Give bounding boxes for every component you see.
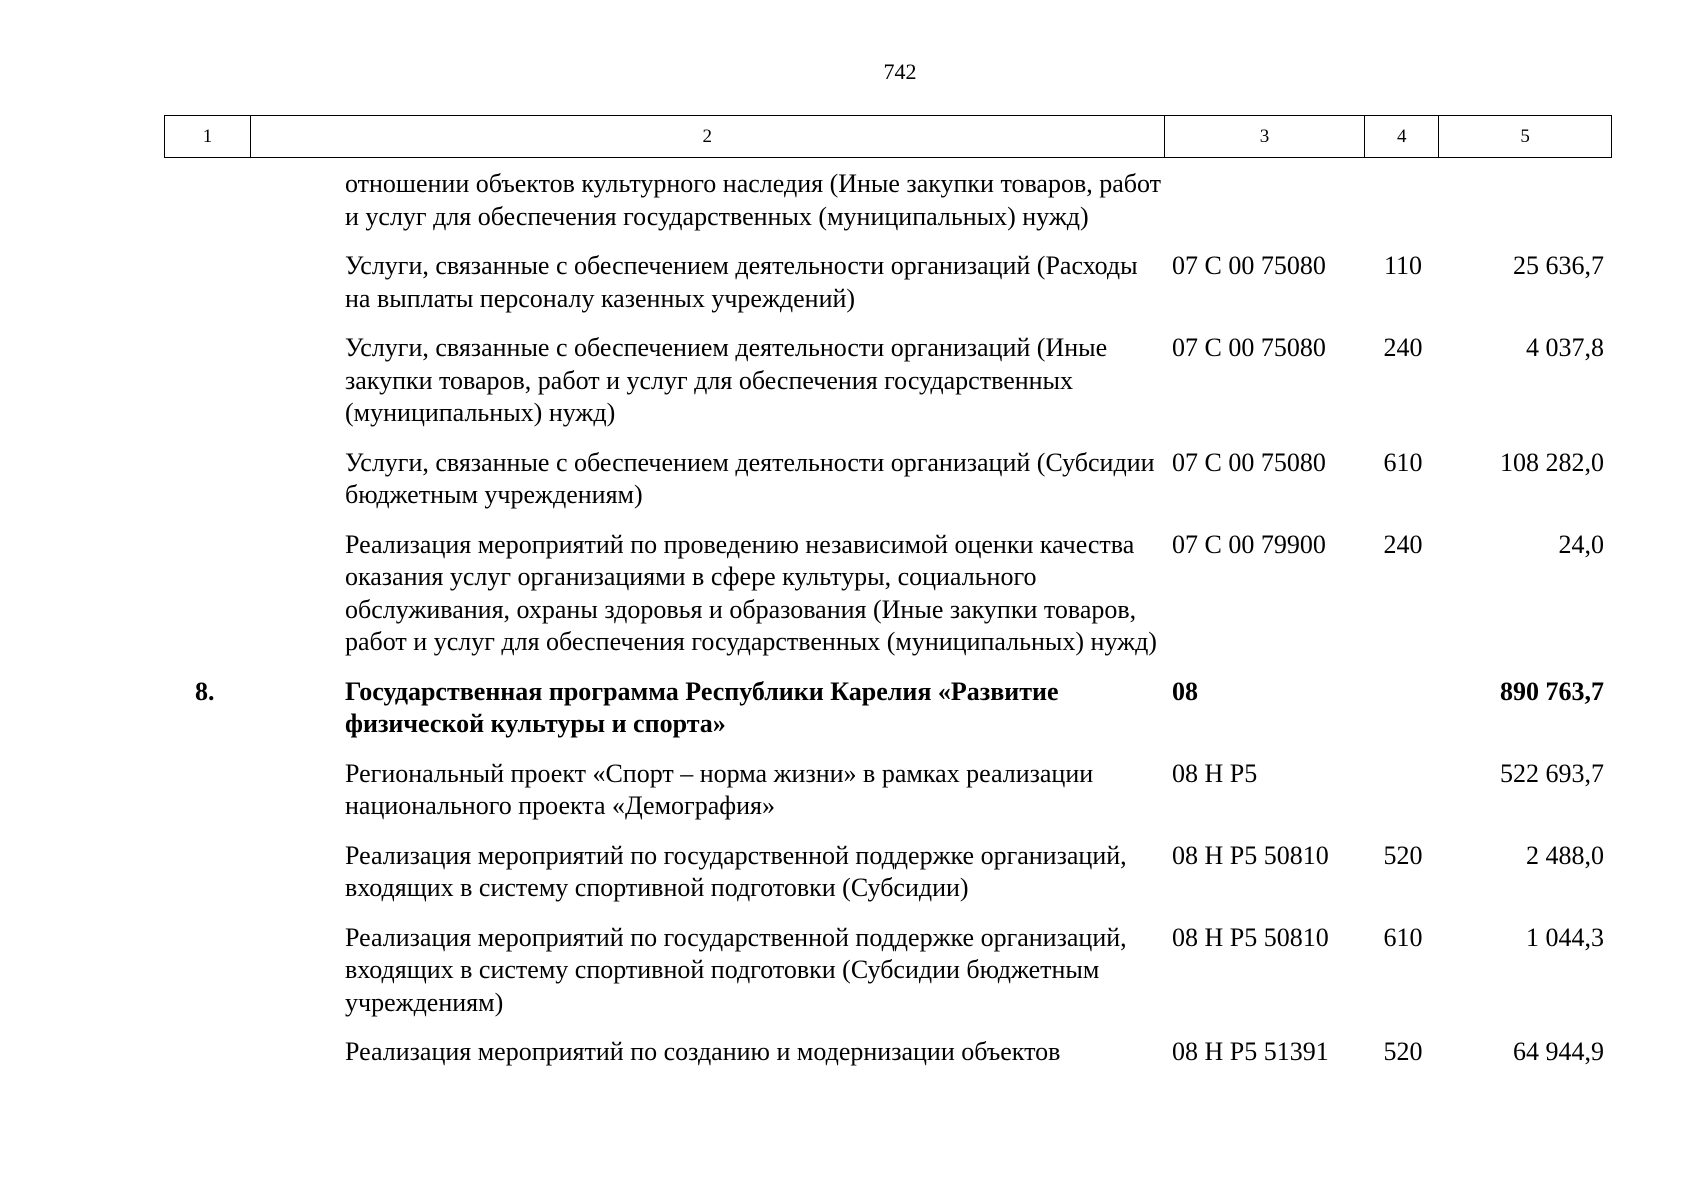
row-code: 08 Н Р5 51391 [1172, 1037, 1329, 1066]
row-number [164, 168, 250, 233]
column-header-4: 4 [1365, 116, 1439, 157]
row-expense-type [1366, 168, 1440, 233]
row-code [1165, 168, 1366, 233]
row-code: 08 Н Р5 [1172, 758, 1258, 788]
row-code: 07 С 00 75080 [1172, 251, 1326, 280]
row-amount: 890 763,7 [1500, 676, 1604, 706]
row-description: Реализация мероприятий по государственной поддержке организаций, входящих в систему спортивной подготовки (Субсидии бюджетным учреждениям) [345, 922, 1127, 1017]
row-description: отношении объектов культурного наследия (Иные закупки товаров, работ и услуг для обеспечения государственных (муниципальных) нужд) [345, 169, 1162, 231]
row-description: Реализация мероприятий по государственной поддержке организаций, входящих в систему спортивной подготовки (Субсидии) [345, 840, 1127, 902]
table-row [164, 840, 1612, 905]
column-header-1: 1 [165, 116, 251, 157]
row-number [164, 447, 250, 512]
row-amount [1440, 168, 1612, 233]
row-number [164, 1036, 250, 1069]
table-row [164, 529, 1612, 659]
row-amount: 64 944,9 [1513, 1037, 1604, 1066]
row-code: 08 Н Р5 50810 [1172, 922, 1329, 952]
row-description: Услуги, связанные с обеспечением деятельности организаций (Расходы на выплаты персоналу казенных учреждений) [345, 251, 1138, 313]
row-number [164, 332, 250, 430]
row-expense-type: 610 [1383, 447, 1423, 477]
row-amount: 108 282,0 [1500, 447, 1604, 477]
row-amount: 522 693,7 [1500, 758, 1604, 788]
table-row [164, 447, 1612, 512]
row-description: Реализация мероприятий по проведению независимой оценки качества оказания услуг организациями в сфере культуры, социального обслуживания, охраны здоровья и образования (Иные закупки товаров, работ и услуг для обеспечения государственных (муниципальных) нужд) [345, 529, 1157, 656]
row-expense-type: 240 [1383, 333, 1423, 362]
row-expense-type [1366, 676, 1440, 741]
column-header-5: 5 [1520, 125, 1530, 147]
table-row [164, 250, 1612, 315]
row-code: 08 [1172, 676, 1198, 706]
row-expense-type: 110 [1383, 251, 1423, 280]
row-code: 08 Н Р5 50810 [1172, 840, 1329, 870]
table-body [164, 168, 1612, 1086]
table-header [164, 115, 1612, 158]
page-number: 742 [883, 59, 917, 84]
row-description: Реализация мероприятий по созданию и модернизации объектов [345, 1037, 1061, 1066]
row-expense-type: 240 [1383, 529, 1423, 559]
row-number [164, 758, 250, 823]
row-number [164, 840, 250, 905]
row-amount: 4 037,8 [1526, 333, 1604, 362]
column-header-3: 3 [1165, 116, 1366, 157]
row-expense-type: 520 [1383, 840, 1423, 870]
row-amount: 1 044,3 [1526, 922, 1604, 952]
row-expense-type: 520 [1383, 1037, 1423, 1066]
table-row [164, 922, 1612, 1020]
row-amount: 25 636,7 [1513, 251, 1604, 280]
row-description: Услуги, связанные с обеспечением деятельности организаций (Иные закупки товаров, работ и услуг для обеспечения государственных (муниципальных) нужд) [345, 333, 1108, 427]
row-code: 07 С 00 79900 [1172, 529, 1326, 559]
row-code: 07 С 00 75080 [1172, 333, 1326, 362]
table-row [164, 758, 1612, 823]
column-header-2: 2 [251, 116, 1165, 157]
row-number [164, 529, 250, 659]
row-number [164, 250, 250, 315]
row-description: Региональный проект «Спорт – норма жизни» в рамках реализации национального проекта «Демография» [345, 758, 1094, 820]
table-row [164, 168, 1612, 233]
row-number [164, 922, 250, 1020]
table-row [164, 1036, 1612, 1069]
row-number: 8. [195, 676, 215, 706]
row-expense-type: 610 [1383, 922, 1423, 952]
row-description: Государственная программа Республики Карелия «Развитие физической культуры и спорта» [345, 676, 1059, 738]
row-description: Услуги, связанные с обеспечением деятельности организаций (Субсидии бюджетным учреждениям) [345, 447, 1155, 509]
row-expense-type [1366, 758, 1440, 823]
row-code: 07 С 00 75080 [1172, 447, 1326, 477]
table-row [164, 332, 1612, 430]
row-amount: 24,0 [1558, 529, 1604, 559]
table-row-program [164, 676, 1612, 741]
row-amount: 2 488,0 [1526, 840, 1604, 870]
